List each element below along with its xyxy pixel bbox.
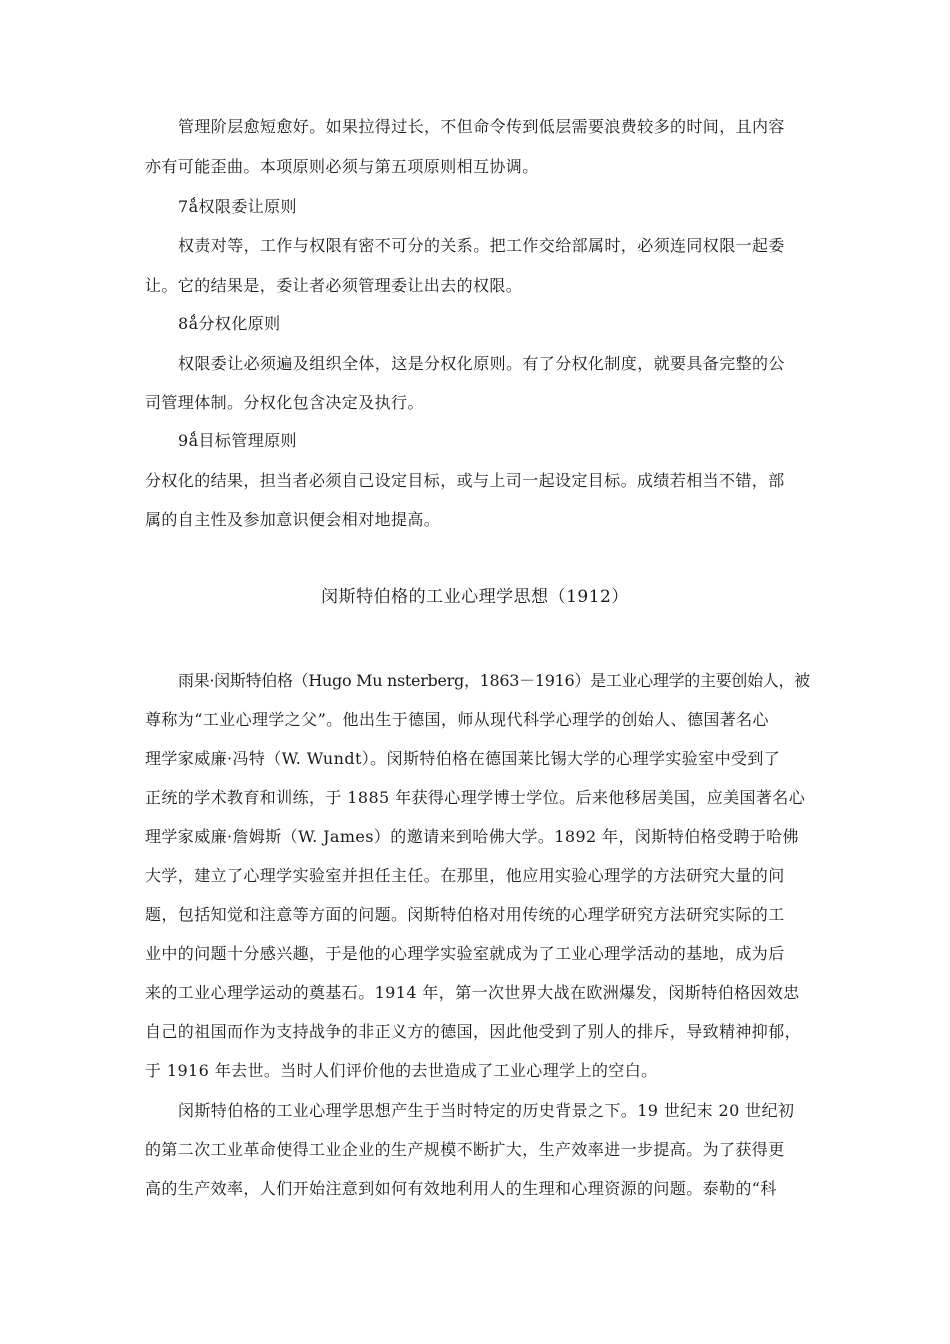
paragraph-line: 属的自主性及参加意识便会相对地提高。 (145, 510, 441, 529)
paragraph-line: 于 1916 年去世。当时人们评价他的去世造成了工业心理学上的空白。 (145, 1061, 658, 1080)
heading-principle-9: 9ǻ目标管理原则 (178, 431, 297, 450)
paragraph-line: 理学家威廉·詹姆斯（W. James）的邀请来到哈佛大学。1892 年，闵斯特伯格受聘于哈佛 (145, 827, 799, 846)
paragraph-line: 题，包括知觉和注意等方面的问题。闵斯特伯格对用传统的心理学研究方法研究实际的工 (145, 905, 785, 924)
paragraph-line: 的第二次工业革命使得工业企业的生产规模不断扩大，生产效率进一步提高。为了获得更 (145, 1140, 785, 1159)
paragraph-line: 雨果·闵斯特伯格（Hugo Mu nsterberg，1863－1916）是工业心理学的主要创始人，被 (178, 671, 810, 690)
paragraph-line: 大学，建立了心理学实验室并担任主任。在那里，他应用实验心理学的方法研究大量的问 (145, 866, 785, 885)
paragraph-line: 分权化的结果，担当者必须自己设定目标，或与上司一起设定目标。成绩若相当不错，部 (145, 471, 785, 490)
paragraph-line: 尊称为“工业心理学之父”。他出生于德国，师从现代科学心理学的创始人、德国著名心 (145, 710, 769, 729)
paragraph-line: 司管理体制。分权化包含决定及执行。 (145, 393, 424, 412)
paragraph-line: 高的生产效率，人们开始注意到如何有效地利用人的生理和心理资源的问题。泰勒的“科 (145, 1179, 777, 1198)
heading-principle-8: 8ǻ分权化原则 (178, 314, 281, 333)
heading-principle-7: 7ǻ权限委让原则 (178, 197, 297, 216)
paragraph-line: 权限委让必须遍及组织全体，这是分权化原则。有了分权化制度，就要具备完整的公 (178, 354, 785, 373)
paragraph-line: 正统的学术教育和训练，于 1885 年获得心理学博士学位。后来他移居美国，应美国著名心 (145, 788, 806, 807)
section-title: 闵斯特伯格的工业心理学思想（1912） (321, 587, 629, 607)
paragraph-line: 自己的祖国而作为支持战争的非正义方的德国，因此他受到了别人的排斥，导致精神抑郁， (145, 1022, 802, 1041)
paragraph-line: 闵斯特伯格的工业心理学思想产生于当时特定的历史背景之下。19 世纪末 20 世纪初 (178, 1101, 795, 1120)
paragraph-line: 让。它的结果是，委让者必须管理委让出去的权限。 (145, 276, 523, 295)
paragraph-line: 业中的问题十分感兴趣，于是他的心理学实验室就成为了工业心理学活动的基地，成为后 (145, 944, 785, 963)
paragraph-line: 权责对等，工作与权限有密不可分的关系。把工作交给部属时，必须连同权限一起委 (178, 236, 785, 255)
paragraph-line: 亦有可能歪曲。本项原则必须与第五项原则相互协调。 (145, 157, 539, 176)
paragraph-line: 管理阶层愈短愈好。如果拉得过长，不但命令传到低层需要浪费较多的时间，且内容 (178, 117, 785, 136)
paragraph-line: 理学家威廉·冯特（W. Wundt）。闵斯特伯格在德国莱比锡大学的心理学实验室中受到了 (145, 749, 781, 768)
paragraph-line: 来的工业心理学运动的奠基石。1914 年，第一次世界大战在欧洲爆发，闵斯特伯格因效忠 (145, 983, 800, 1002)
